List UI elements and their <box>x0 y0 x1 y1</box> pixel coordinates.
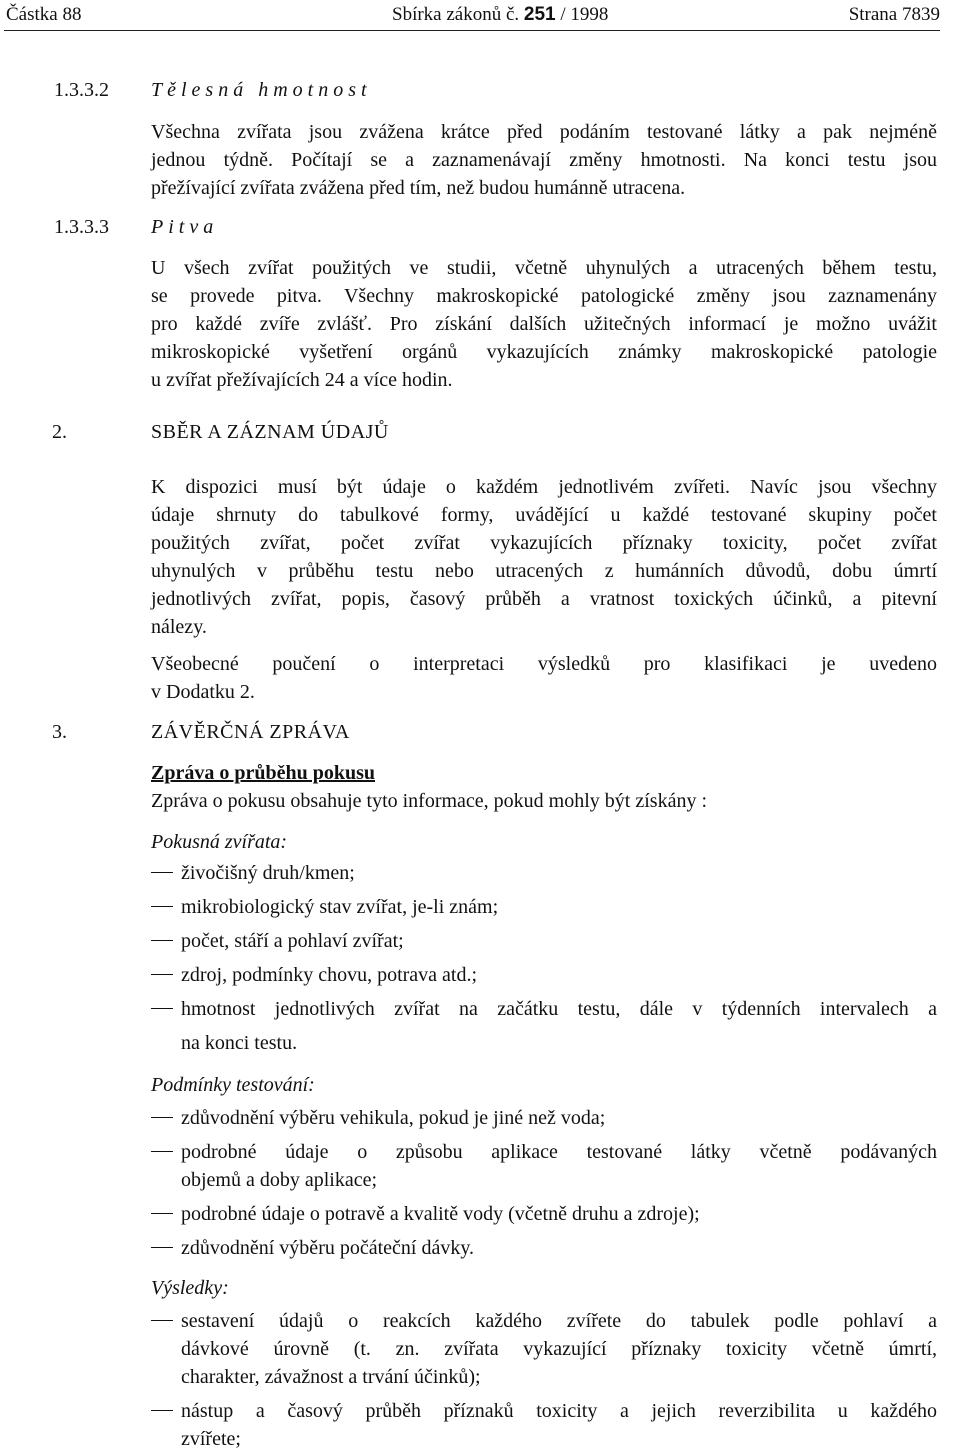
dash-bullet-icon <box>151 1234 173 1268</box>
list-item <box>151 961 937 995</box>
section-1332-title: Tělesná hmotnost <box>151 79 372 101</box>
section-1332-paragraph <box>151 118 937 202</box>
section-1332-number: 1.3.3.2 <box>54 79 109 101</box>
list-item-text: mikrobiologický stav zvířat, je-li znám; <box>181 896 499 918</box>
list-item-text: hmotnost jednotlivých zvířat na začátku testu, dále v týdenních intervalech a <box>181 998 937 1020</box>
section-3-title: ZÁVĚRČNÁ ZPRÁVA <box>151 721 350 743</box>
header-collection-prefix: Sbírka zákonů č. <box>392 4 520 25</box>
group-list-animals <box>151 859 937 1065</box>
list-item-text: na konci testu. <box>181 1032 298 1054</box>
list-item-text: živočišný druh/kmen; <box>181 862 355 884</box>
dash-bullet-icon <box>151 927 173 961</box>
dash-bullet-icon <box>151 961 173 995</box>
paragraph-line: použitých zvířat, počet zvířat vykazujících příznaky toxicity, počet zvířat <box>151 532 937 554</box>
section-2-paragraph-2 <box>151 650 937 706</box>
paragraph-line: přežívající zvířata zvážena před tím, než budou humánně utracena. <box>151 177 686 199</box>
dash-bullet-icon <box>151 893 173 927</box>
dash-bullet-icon <box>151 1397 173 1453</box>
dash-bullet-icon <box>151 995 173 1065</box>
paragraph-line: jednotlivých zvířat, popis, časový průběh a vratnost toxických účinků, a pitevní <box>151 588 937 610</box>
list-item-text: zdůvodnění výběru počáteční dávky. <box>181 1237 475 1259</box>
list-item-text: nástup a časový průběh příznaků toxicity a jejich reverzibilita u každého <box>181 1400 937 1422</box>
group-list-results <box>151 1307 937 1453</box>
list-item-text: podrobné údaje o potravě a kvalitě vody (včetně druhu a zdroje); <box>181 1203 700 1225</box>
paragraph-line: jednou týdně. Počítají se a zaznamenávají změny hmotnosti. Na konci testu jsou <box>151 149 937 171</box>
list-item-text: počet, stáří a pohlaví zvířat; <box>181 930 404 952</box>
list-item-text: dávkové úrovně (t. zn. zvířata vykazující příznaky toxicity včetně úmrtí, <box>181 1338 937 1360</box>
dash-bullet-icon <box>151 1138 173 1200</box>
list-item-text: zvířete; <box>181 1428 241 1450</box>
header-page-number: Strana 7839 <box>848 4 940 25</box>
paragraph-line: uhynulých v průběhu testu nebo utracených z humánních důvodů, dobu úmrtí <box>151 560 937 582</box>
section-3-number: 3. <box>52 721 67 743</box>
header-rule <box>4 30 940 31</box>
list-item <box>151 1397 937 1453</box>
list-item-text: sestavení údajů o reakcích každého zvířete do tabulek podle pohlaví a <box>181 1310 937 1332</box>
header-collection-year: / 1998 <box>560 4 609 25</box>
paragraph-line: mikroskopické vyšetření orgánů vykazujících známky makroskopické patologie <box>151 341 937 363</box>
list-item <box>151 893 937 927</box>
group-list-conditions <box>151 1104 937 1268</box>
paragraph-line: v Dodatku 2. <box>151 681 255 703</box>
list-item-text: objemů a doby aplikace; <box>181 1169 378 1191</box>
list-item-text: zdůvodnění výběru vehikula, pokud je jiné než voda; <box>181 1107 606 1129</box>
header-issue: Částka 88 <box>6 4 82 25</box>
paragraph-line: K dispozici musí být údaje o každém jednotlivém zvířeti. Navíc jsou všechny <box>151 476 937 498</box>
paragraph-line: Všechna zvířata jsou zvážena krátce před podáním testované látky a pak nejméně <box>151 121 937 143</box>
section-3-subtitle: Zpráva o průběhu pokusu <box>151 762 375 784</box>
paragraph-line: Všeobecné poučení o interpretaci výsledků pro klasifikaci je uvedeno <box>151 653 937 675</box>
group-heading-results: Výsledky: <box>151 1277 229 1299</box>
running-header <box>6 4 940 30</box>
list-item <box>151 1234 937 1268</box>
paragraph-line: U všech zvířat použitých ve studii, včetně uhynulých a utracených během testu, <box>151 257 937 279</box>
dash-bullet-icon <box>151 1104 173 1138</box>
list-item <box>151 927 937 961</box>
section-2-paragraph-1 <box>151 473 937 641</box>
paragraph-line: údaje shrnuty do tabulkové formy, uvádějící u každé testované skupiny počet <box>151 504 937 526</box>
section-2-number: 2. <box>52 421 67 443</box>
paragraph-line: nálezy. <box>151 616 207 638</box>
list-item-text: zdroj, podmínky chovu, potrava atd.; <box>181 964 478 986</box>
list-item-text: podrobné údaje o způsobu aplikace testované látky včetně podávaných <box>181 1141 937 1163</box>
paragraph-line: pro každé zvíře zvlášť. Pro získání dalších užitečných informací je možno uvážit <box>151 313 937 335</box>
paragraph-line: u zvířat přežívajících 24 a více hodin. <box>151 369 453 391</box>
list-item <box>151 1104 937 1138</box>
list-item <box>151 1200 937 1234</box>
list-item <box>151 1307 937 1397</box>
dash-bullet-icon <box>151 859 173 893</box>
section-3-intro: Zpráva o pokusu obsahuje tyto informace, pokud mohly být získány : <box>151 790 708 812</box>
list-item <box>151 1138 937 1200</box>
dash-bullet-icon <box>151 1200 173 1234</box>
group-heading-conditions: Podmínky testování: <box>151 1074 315 1096</box>
list-item <box>151 859 937 893</box>
header-collection-number: 251 <box>523 4 556 25</box>
dash-bullet-icon <box>151 1307 173 1397</box>
section-1333-paragraph <box>151 254 937 394</box>
header-collection <box>392 4 608 26</box>
section-1333-number: 1.3.3.3 <box>54 216 109 238</box>
section-2-title: SBĚR A ZÁZNAM ÚDAJŮ <box>151 421 389 443</box>
section-1333-title: Pitva <box>151 216 219 238</box>
group-heading-animals: Pokusná zvířata: <box>151 831 288 853</box>
list-item <box>151 995 937 1065</box>
list-item-text: charakter, závažnost a trvání účinků); <box>181 1366 481 1388</box>
paragraph-line: se provede pitva. Všechny makroskopické patologické změny jsou zaznamenány <box>151 285 937 307</box>
